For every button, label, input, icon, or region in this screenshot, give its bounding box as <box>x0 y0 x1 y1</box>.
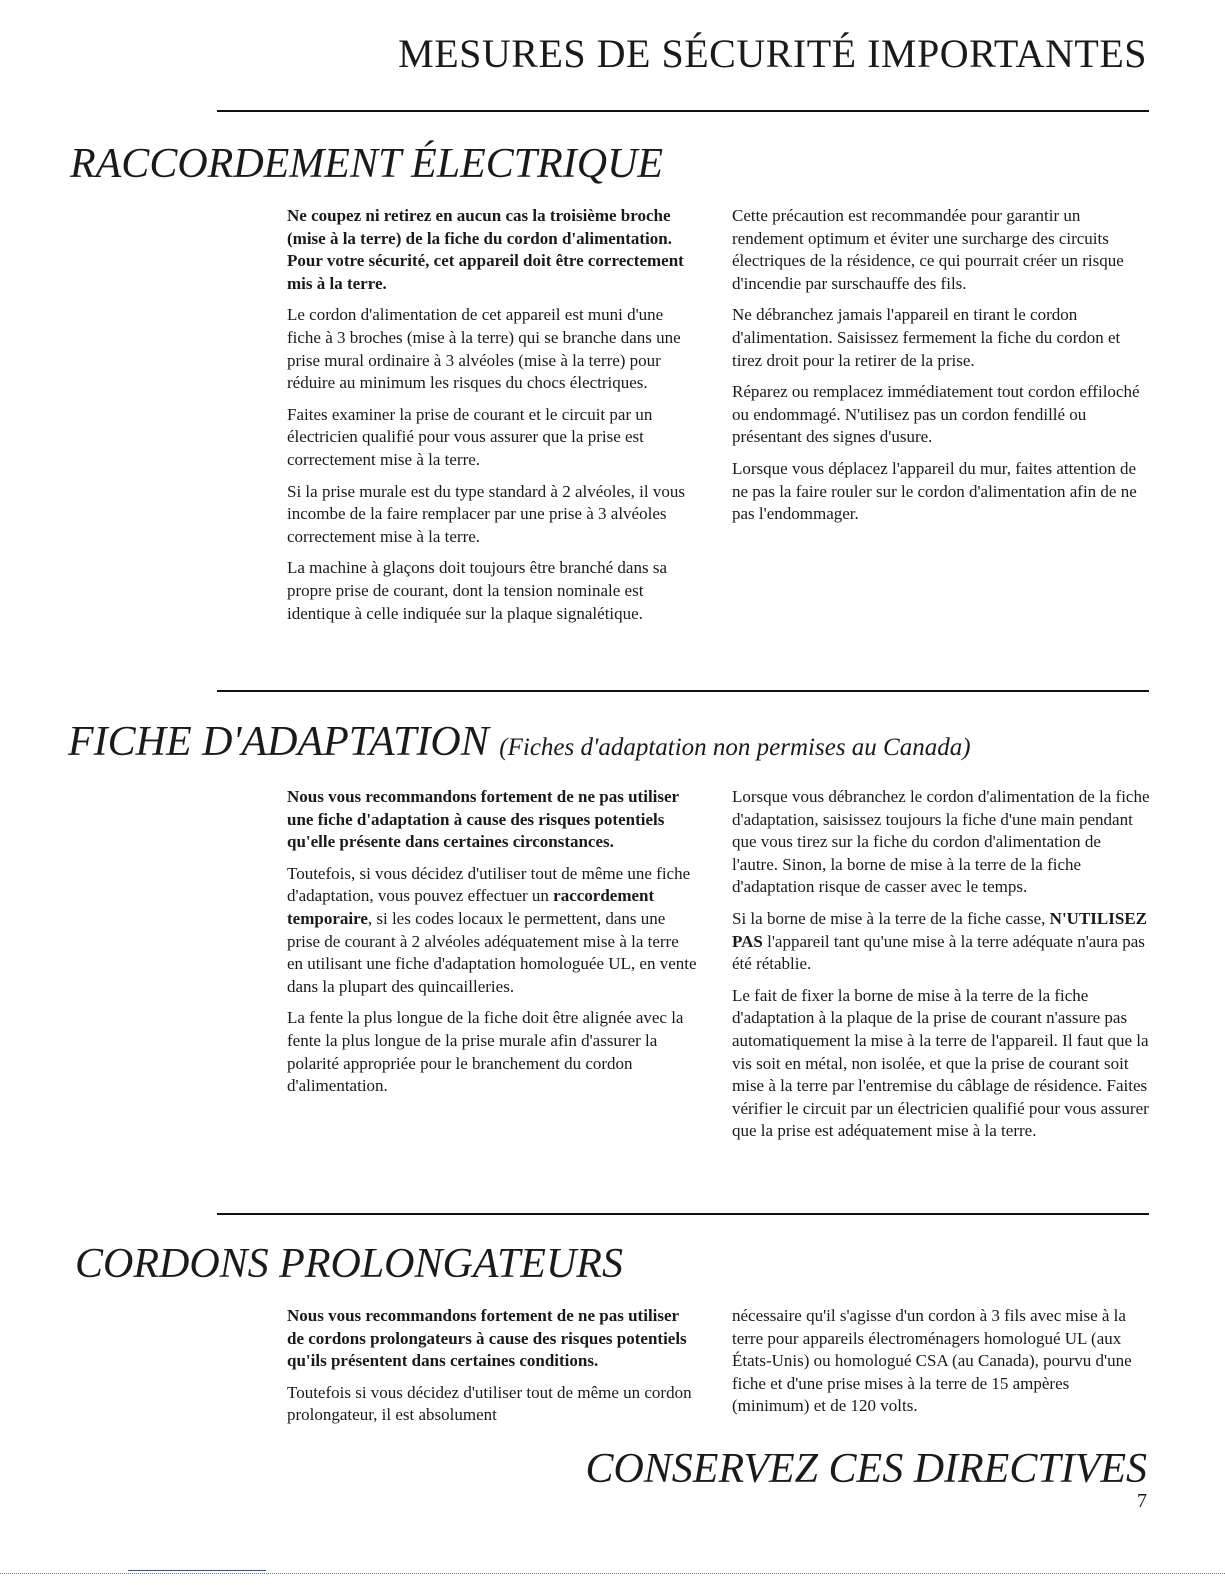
paragraph: Nous vous recommandons fortement de ne pas utiliser de cordons prolongateurs à cause des risques potentiels qu'ils présentent dans certaines conditions. <box>287 1306 687 1371</box>
bottom-link-underline <box>128 1570 266 1571</box>
section-cordons-left-column <box>287 1305 697 1436</box>
section-raccordement-right-column <box>732 205 1147 535</box>
section-title-cordons-prolongateurs: CORDONS PROLONGATEURS <box>75 1241 623 1287</box>
paragraph: Faites examiner la prise de courant et le circuit par un électricien qualifié pour vous assurer que la prise est correctement mise à la terre. <box>287 404 653 469</box>
paragraph: Lorsque vous débranchez le cordon d'alimentation de la fiche d'adaptation, saisissez toujours la fiche d'une main pendant que vous tirez sur la fiche du cordon d'alimentation de l'autre. Sinon, la borne de mise à la terre de la fiche d'adaptation risque de casser avec le temps. <box>732 787 1150 897</box>
section-title-raccordement: RACCORDEMENT ÉLECTRIQUE <box>70 141 664 187</box>
section-subtitle: (Fiches d'adaptation non permises au Canada) <box>499 734 971 761</box>
footer-title: CONSERVEZ CES DIRECTIVES <box>585 1446 1147 1492</box>
section-raccordement-left-column <box>287 205 697 634</box>
text-run: , si les codes locaux le permettent, dans une prise de courant à 2 alvéoles adéquatement mise à la terre en utilisant une fiche d'adaptation homologuée UL, en vente dans la plupart des quincailleries. <box>287 908 697 996</box>
paragraph <box>287 863 697 999</box>
paragraph: Lorsque vous déplacez l'appareil du mur, faites attention de ne pas la faire rouler sur le cordon d'alimentation afin de ne pas l'endommager. <box>732 458 1137 524</box>
paragraph: Le cordon d'alimentation de cet appareil est muni d'une fiche à 3 broches (mise à la terre) qui se branche dans une prise mural ordinaire à 3 alvéoles (mise à la terre) pour réduire au minimum les risques du chocs électriques. <box>287 305 681 393</box>
section-fiche-right-column <box>732 786 1150 1152</box>
paragraph: Toutefois si vous décidez d'utiliser tout de même un cordon prolongateur, il est absolument <box>287 1382 692 1425</box>
paragraph: Le fait de fixer la borne de mise à la terre de la fiche d'adaptation à la plaque de la prise de courant n'assure pas automatiquement la mise à la terre de l'appareil. Il faut que la vis soit en métal, non isolée, et que la prise de courant soit mise à la terre par l'entremise du câblage de résidence. Faites vérifier le circuit par un électricien qualifié pour vous assurer que la prise est adéquatement mise à la terre. <box>732 985 1149 1141</box>
paragraph: Si la prise murale est du type standard à 2 alvéoles, il vous incombe de la faire remplacer par une prise à 3 alvéoles correctement mise à la terre. <box>287 481 685 546</box>
text-run: l'appareil tant qu'une mise à la terre adéquate n'aura pas été rétablie. <box>732 931 1145 974</box>
paragraph: La machine à glaçons doit toujours être branché dans sa propre prise de courant, dont la tension nominale est identique à celle indiquée sur la plaque signalétique. <box>287 558 668 623</box>
section-fiche-left-column <box>287 786 697 1107</box>
section-title-text: FICHE D'ADAPTATION <box>68 719 489 765</box>
paragraph: Cette précaution est recommandée pour garantir un rendement optimum et éviter une surcharge des circuits électriques de la résidence, ce qui pourrait créer un risque d'incendie par surschauffe des fils. <box>732 206 1124 293</box>
bold-text: N'UTILISEZ PAS <box>732 908 1147 951</box>
divider <box>217 110 1149 112</box>
divider <box>217 690 1149 692</box>
paragraph: nécessaire qu'il s'agisse d'un cordon à 3 fils avec mise à la terre pour appareils électroménagers homologué UL (aux États-Unis) ou homologué CSA (au Canada), pourvu d'une fiche et d'une prise mises à la terre de 15 ampères (minimum) et de 120 volts. <box>732 1306 1132 1416</box>
paragraph <box>732 908 1150 976</box>
section-title-fiche-adaptation <box>68 718 971 766</box>
text-run: Si la borne de mise à la terre de la fiche casse, <box>732 908 1050 928</box>
page-number: 7 <box>1137 1490 1147 1512</box>
paragraph: Ne débranchez jamais l'appareil en tirant le cordon d'alimentation. Saisissez fermement la fiche du cordon et tirez droit pour la retirer de la prise. <box>732 305 1121 370</box>
paragraph: Ne coupez ni retirez en aucun cas la troisième broche (mise à la terre) de la fiche du cordon d'alimentation. Pour votre sécurité, cet appareil doit être correctement mis à la terre. <box>287 206 684 293</box>
bold-text: raccordement temporaire <box>287 886 655 928</box>
divider <box>217 1213 1149 1215</box>
paragraph: La fente la plus longue de la fiche doit être alignée avec la fente la plus longue de la prise murale afin d'assurer la polarité appropriée pour le branchement du cordon d'alimentation. <box>287 1008 684 1096</box>
page-header: MESURES DE SÉCURITÉ IMPORTANTES <box>398 31 1147 76</box>
paragraph: Réparez ou remplacez immédiatement tout cordon effiloché ou endommagé. N'utilisez pas un cordon fendillé ou présentant des signes d'usure. <box>732 382 1140 447</box>
section-cordons-right-column <box>732 1305 1147 1427</box>
paragraph: Nous vous recommandons fortement de ne pas utiliser une fiche d'adaptation à cause des risques potentiels qu'elle présente dans certaines circonstances. <box>287 787 679 852</box>
text-run: Toutefois, si vous décidez d'utiliser tout de même une fiche d'adaptation, vous pouvez effectuer un <box>287 863 691 906</box>
bottom-dotted-rule <box>0 1573 1225 1574</box>
